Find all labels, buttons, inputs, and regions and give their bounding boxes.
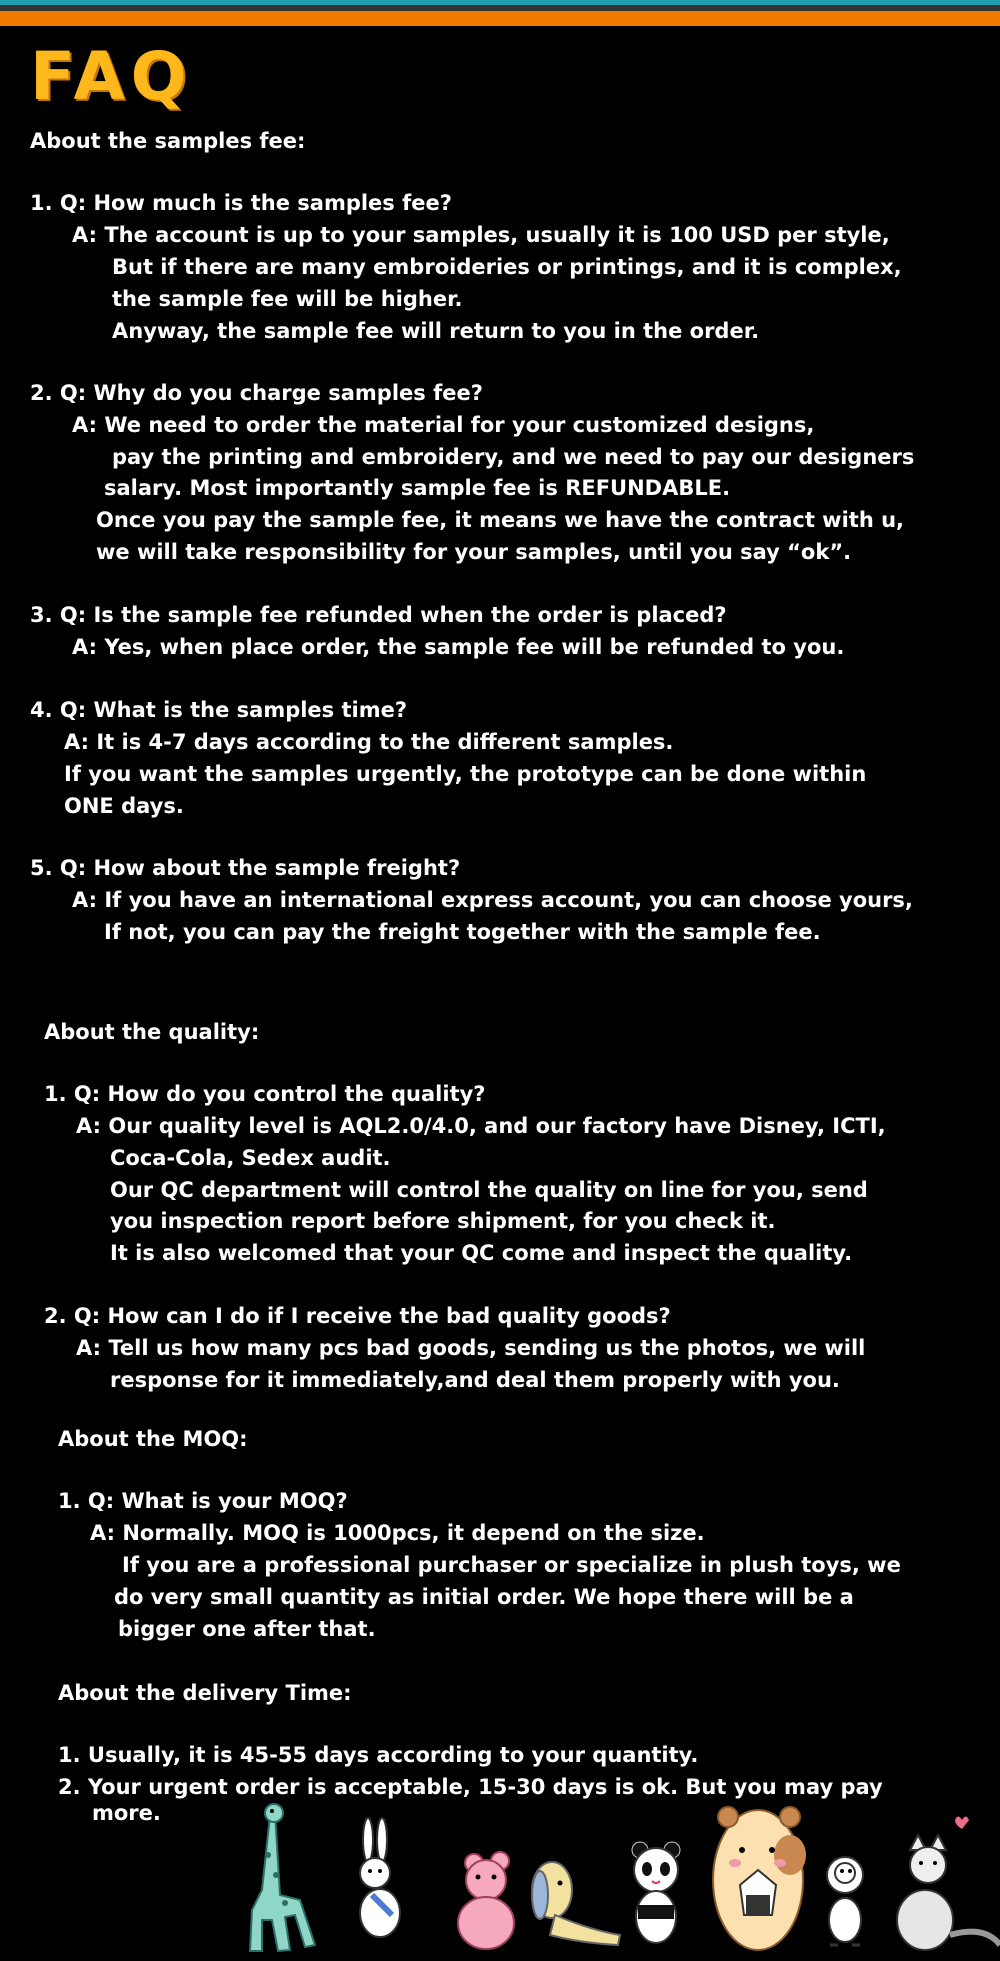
pink-bear-toy-icon [458, 1852, 514, 1949]
answer-line: you inspection report before shipment, for you check it. [110, 1209, 776, 1233]
cat-toy-icon [897, 1817, 1000, 1951]
section-heading-samples: About the samples fee: [30, 129, 306, 153]
answer-line: salary. Most importantly sample fee is REFUNDABLE. [104, 476, 731, 500]
hamster-toy-icon [713, 1807, 806, 1950]
answer-line: we will take responsibility for your samples, until you say “ok”. [96, 540, 852, 564]
astronaut-toy-icon [827, 1857, 863, 1945]
answer-line: do very small quantity as initial order. We hope there will be a [114, 1585, 854, 1609]
giraffe-toy-icon [250, 1804, 315, 1951]
section-heading-quality: About the quality: [44, 1020, 260, 1044]
answer-line: ONE days. [64, 794, 184, 818]
question-samples-1: 1. Q: How much is the samples fee? [30, 191, 452, 215]
dog-toy-icon [532, 1862, 620, 1945]
page-title: FAQ [30, 38, 193, 115]
answer-line: A: Normally. MOQ is 1000pcs, it depend on the size. [90, 1521, 705, 1545]
answer-line: A: It is 4-7 days according to the different samples. [64, 730, 674, 754]
plush-toys-illustration [0, 1795, 1000, 1961]
answer-line: Anyway, the sample fee will return to you in the order. [112, 319, 760, 343]
question-quality-2: 2. Q: How can I do if I receive the bad quality goods? [44, 1304, 671, 1328]
bunny-toy-icon [360, 1818, 400, 1937]
answer-line: the sample fee will be higher. [112, 287, 463, 311]
answer-line: Coca-Cola, Sedex audit. [110, 1146, 391, 1170]
answer-line: response for it immediately,and deal them properly with you. [110, 1368, 840, 1392]
delivery-item-2-cont: more. [92, 1801, 161, 1825]
answer-line: It is also welcomed that your QC come and inspect the quality. [110, 1241, 853, 1265]
question-samples-2: 2. Q: Why do you charge samples fee? [30, 381, 483, 405]
answer-line: pay the printing and embroidery, and we need to pay our designers [112, 445, 915, 469]
answer-line: If you are a professional purchaser or specialize in plush toys, we [122, 1553, 901, 1577]
answer-line: But if there are many embroideries or printings, and it is complex, [112, 255, 902, 279]
answer-line: If you want the samples urgently, the prototype can be done within [64, 762, 867, 786]
answer-line: A: Our quality level is AQL2.0/4.0, and our factory have Disney, ICTI, [76, 1114, 886, 1138]
answer-line: A: We need to order the material for your customized designs, [72, 413, 815, 437]
section-heading-delivery: About the delivery Time: [58, 1681, 352, 1705]
delivery-item-2: 2. Your urgent order is acceptable, 15-30 days is ok. But you may pay [58, 1775, 883, 1799]
answer-line: A: The account is up to your samples, usually it is 100 USD per style, [72, 223, 890, 247]
panda-toy-icon [632, 1842, 680, 1943]
answer-line: bigger one after that. [118, 1617, 376, 1641]
orange-stripe [0, 11, 1000, 26]
section-heading-moq: About the MOQ: [58, 1427, 248, 1451]
question-samples-5: 5. Q: How about the sample freight? [30, 856, 461, 880]
answer-line: A: Yes, when place order, the sample fee will be refunded to you. [72, 635, 845, 659]
top-banner [0, 0, 1000, 26]
question-moq-1: 1. Q: What is your MOQ? [58, 1489, 348, 1513]
delivery-item-1: 1. Usually, it is 45-55 days according to your quantity. [58, 1743, 699, 1767]
question-quality-1: 1. Q: How do you control the quality? [44, 1082, 486, 1106]
answer-line: A: Tell us how many pcs bad goods, sending us the photos, we will [76, 1336, 866, 1360]
answer-line: Once you pay the sample fee, it means we have the contract with u, [96, 508, 905, 532]
answer-line: If not, you can pay the freight together with the sample fee. [104, 920, 821, 944]
answer-line: A: If you have an international express account, you can choose yours, [72, 888, 913, 912]
question-samples-3: 3. Q: Is the sample fee refunded when the order is placed? [30, 603, 727, 627]
question-samples-4: 4. Q: What is the samples time? [30, 698, 408, 722]
answer-line: Our QC department will control the quality on line for you, send [110, 1178, 868, 1202]
